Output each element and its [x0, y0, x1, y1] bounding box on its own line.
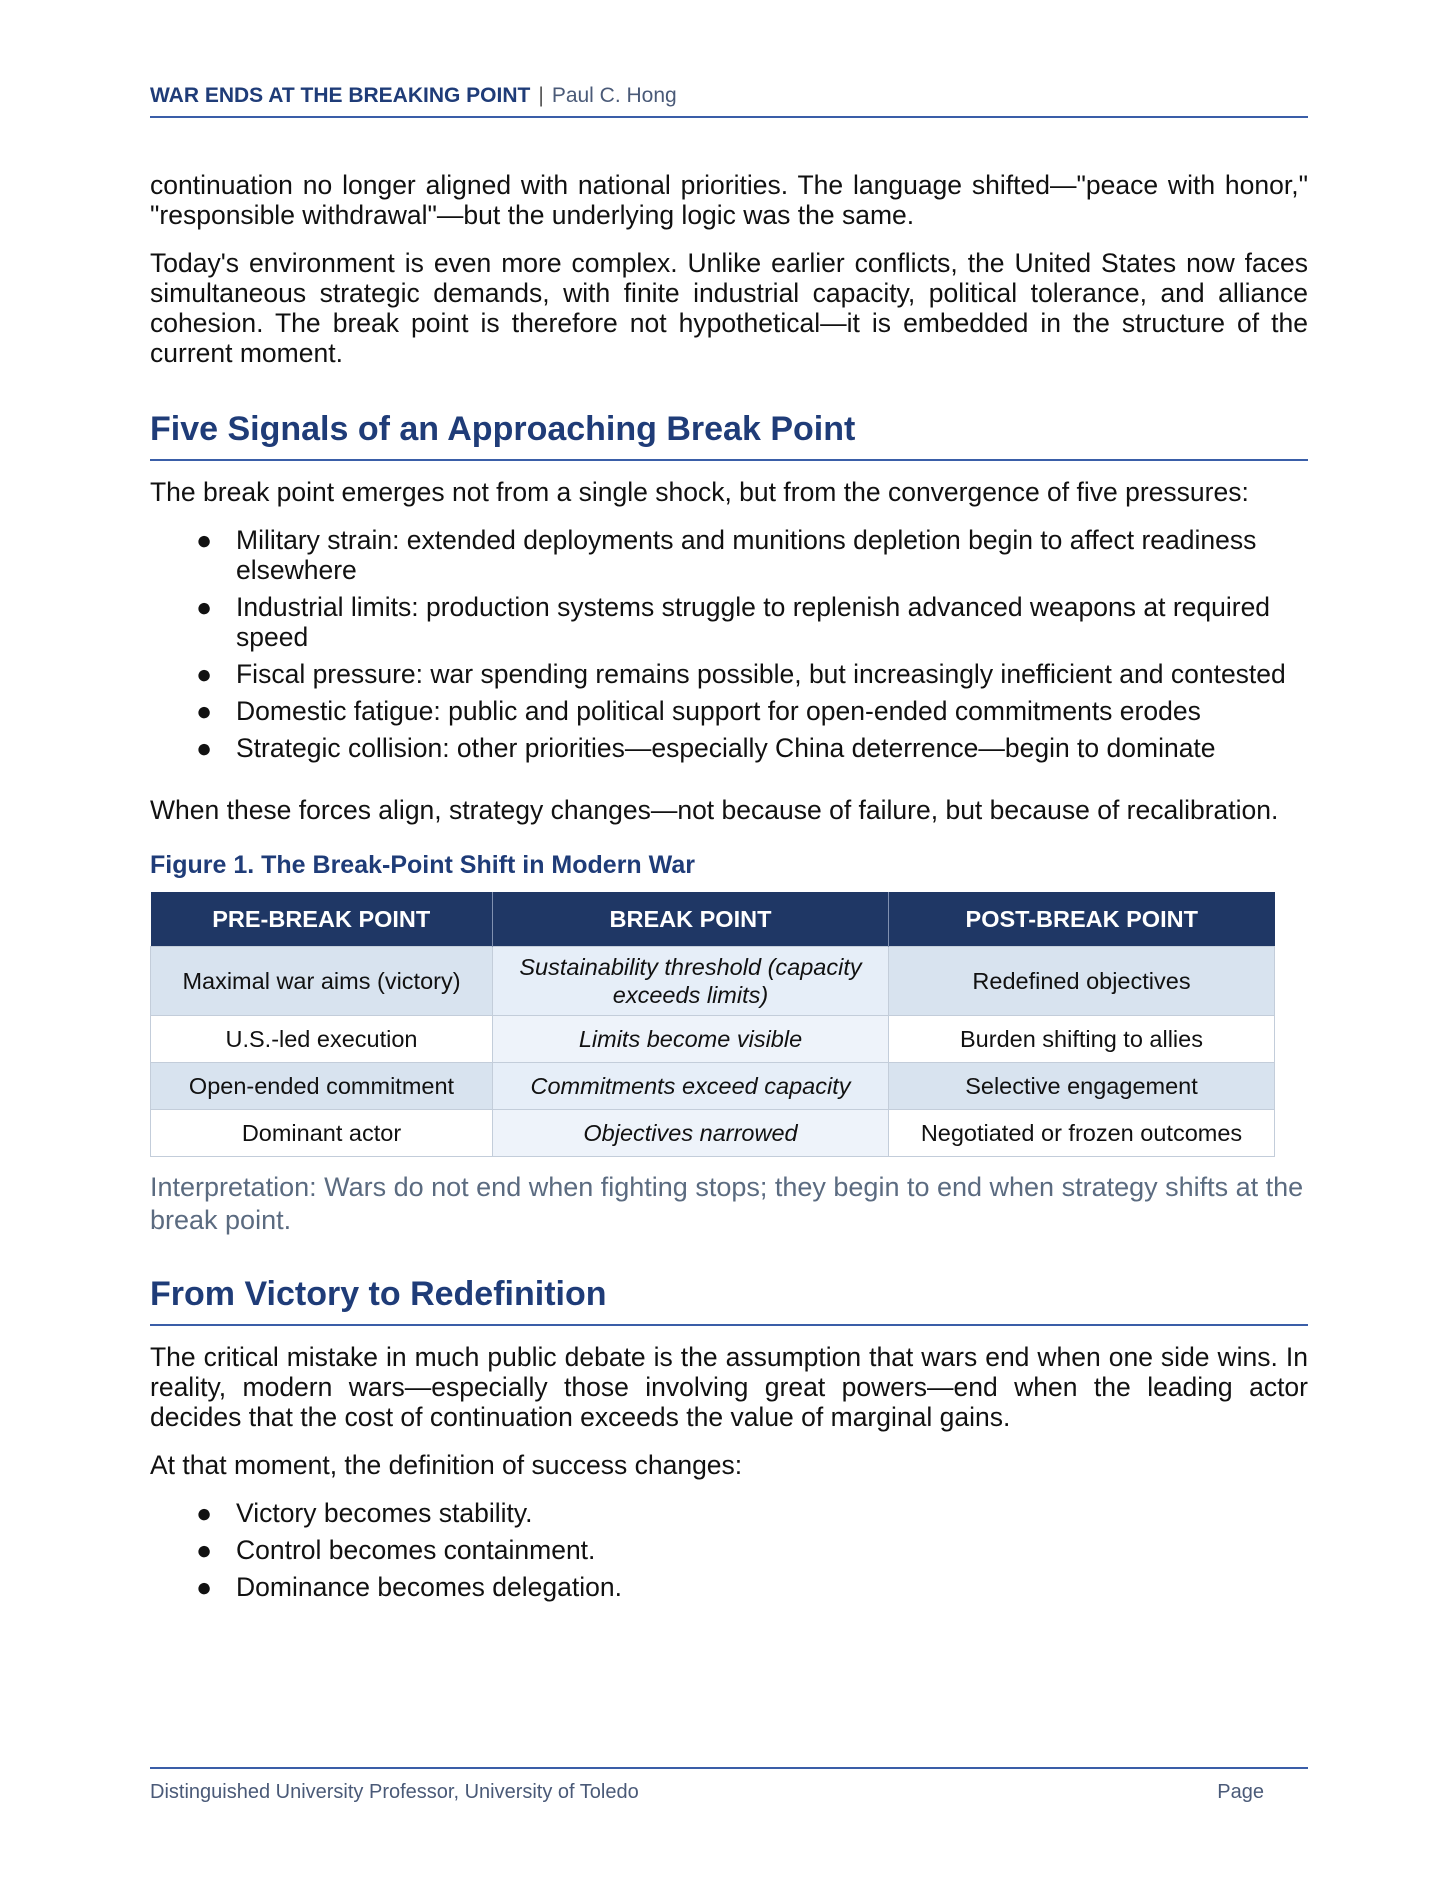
table-row: [151, 1110, 1275, 1157]
bullet-icon: ●: [196, 592, 213, 622]
bullet-icon: ●: [196, 733, 213, 763]
bullet-icon: ●: [196, 696, 213, 726]
intro-paragraph-2: Today's environment is even more complex. Unlike earlier conflicts, the United States now faces simultaneous strategic demands, with finite industrial capacity, political tolerance, and alliance cohesion. The break point is therefore not hypothetical—it is embedded in the structure of the current moment.: [150, 248, 1308, 368]
page-footer: [150, 1767, 1308, 1804]
figure-interpretation: Interpretation: Wars do not end when fighting stops; they begin to end when strategy shifts at the break point.: [150, 1172, 1304, 1235]
bullet-icon: ●: [196, 659, 213, 689]
table-cell: Sustainability threshold (capacity exceeds limits): [493, 947, 889, 1016]
bullet-icon: ●: [196, 1572, 213, 1602]
table-row: [151, 1063, 1275, 1110]
list-item-text: Control becomes containment.: [236, 1535, 596, 1565]
list-item-text: Strategic collision: other priorities—especially China deterrence—begin to dominate: [236, 733, 1216, 763]
header-title: WAR ENDS AT THE BREAKING POINT: [150, 84, 531, 107]
list-item: [196, 659, 1308, 689]
list-item: [196, 525, 1308, 585]
list-item-text: Dominance becomes delegation.: [236, 1572, 622, 1602]
column-header: PRE-BREAK POINT: [151, 892, 493, 947]
figure-caption: Figure 1. The Break-Point Shift in Modern War: [150, 851, 695, 879]
header-author: Paul C. Hong: [551, 84, 677, 107]
list-item: [196, 592, 1308, 652]
bullet-icon: ●: [196, 1535, 213, 1565]
section2-paragraph-2: At that moment, the definition of success changes:: [150, 1450, 743, 1480]
list-item-text: Victory becomes stability.: [236, 1498, 533, 1528]
signals-list: [150, 525, 1308, 763]
table-cell: Objectives narrowed: [493, 1110, 889, 1157]
list-item: [196, 1498, 1308, 1528]
list-item: [196, 733, 1308, 763]
bullet-icon: ●: [196, 1498, 213, 1528]
table-cell: Redefined objectives: [889, 947, 1275, 1016]
break-point-table: [150, 892, 1275, 1157]
column-header: POST-BREAK POINT: [889, 892, 1275, 947]
list-item: [196, 696, 1308, 726]
table-header-row: [151, 892, 1275, 947]
table-row: [151, 1016, 1275, 1063]
table-cell: Negotiated or frozen outcomes: [889, 1110, 1275, 1157]
list-item-text: Industrial limits: production systems struggle to replenish advanced weapons at required speed: [236, 592, 1271, 652]
section1-closing: When these forces align, strategy changes—not because of failure, but because of recalibration.: [150, 795, 1279, 825]
header-separator: |: [538, 84, 544, 107]
table-cell: Dominant actor: [151, 1110, 493, 1157]
running-header: [150, 84, 1308, 118]
table-cell: Commitments exceed capacity: [493, 1063, 889, 1110]
section-heading-five-signals: Five Signals of an Approaching Break Point: [150, 410, 1308, 461]
list-item-text: Domestic fatigue: public and political support for open-ended commitments erodes: [236, 696, 1201, 726]
column-header: BREAK POINT: [493, 892, 889, 947]
intro-paragraph-1: continuation no longer aligned with national priorities. The language shifted—"peace with honor," "responsible withdrawal"—but the underlying logic was the same.: [150, 170, 1308, 230]
table-cell: Limits become visible: [493, 1016, 889, 1063]
footer-affiliation: Distinguished University Professor, University of Toledo: [150, 1781, 639, 1803]
table-cell: U.S.-led execution: [151, 1016, 493, 1063]
success-definition-list: [150, 1498, 1308, 1602]
page-content: [150, 170, 1308, 1620]
table-cell: Selective engagement: [889, 1063, 1275, 1110]
table-cell: Open-ended commitment: [151, 1063, 493, 1110]
table-cell: Maximal war aims (victory): [151, 947, 493, 1016]
list-item: [196, 1572, 1308, 1602]
section1-lead: The break point emerges not from a single shock, but from the convergence of five pressures:: [150, 477, 1249, 507]
list-item: [196, 1535, 1308, 1565]
bullet-icon: ●: [196, 525, 213, 555]
section-heading-victory-redefinition: From Victory to Redefinition: [150, 1275, 1308, 1326]
table-cell: Burden shifting to allies: [889, 1016, 1275, 1063]
table-row: [151, 947, 1275, 1016]
section2-paragraph-1: The critical mistake in much public debate is the assumption that wars end when one side wins. In reality, modern wars—especially those involving great powers—end when the leading actor decides that the cost of continuation exceeds the value of marginal gains.: [150, 1342, 1308, 1432]
footer-page-label: Page: [1217, 1781, 1264, 1803]
list-item-text: Military strain: extended deployments and munitions depletion begin to affect readiness elsewhere: [236, 525, 1257, 585]
list-item-text: Fiscal pressure: war spending remains possible, but increasingly inefficient and contested: [236, 659, 1286, 689]
